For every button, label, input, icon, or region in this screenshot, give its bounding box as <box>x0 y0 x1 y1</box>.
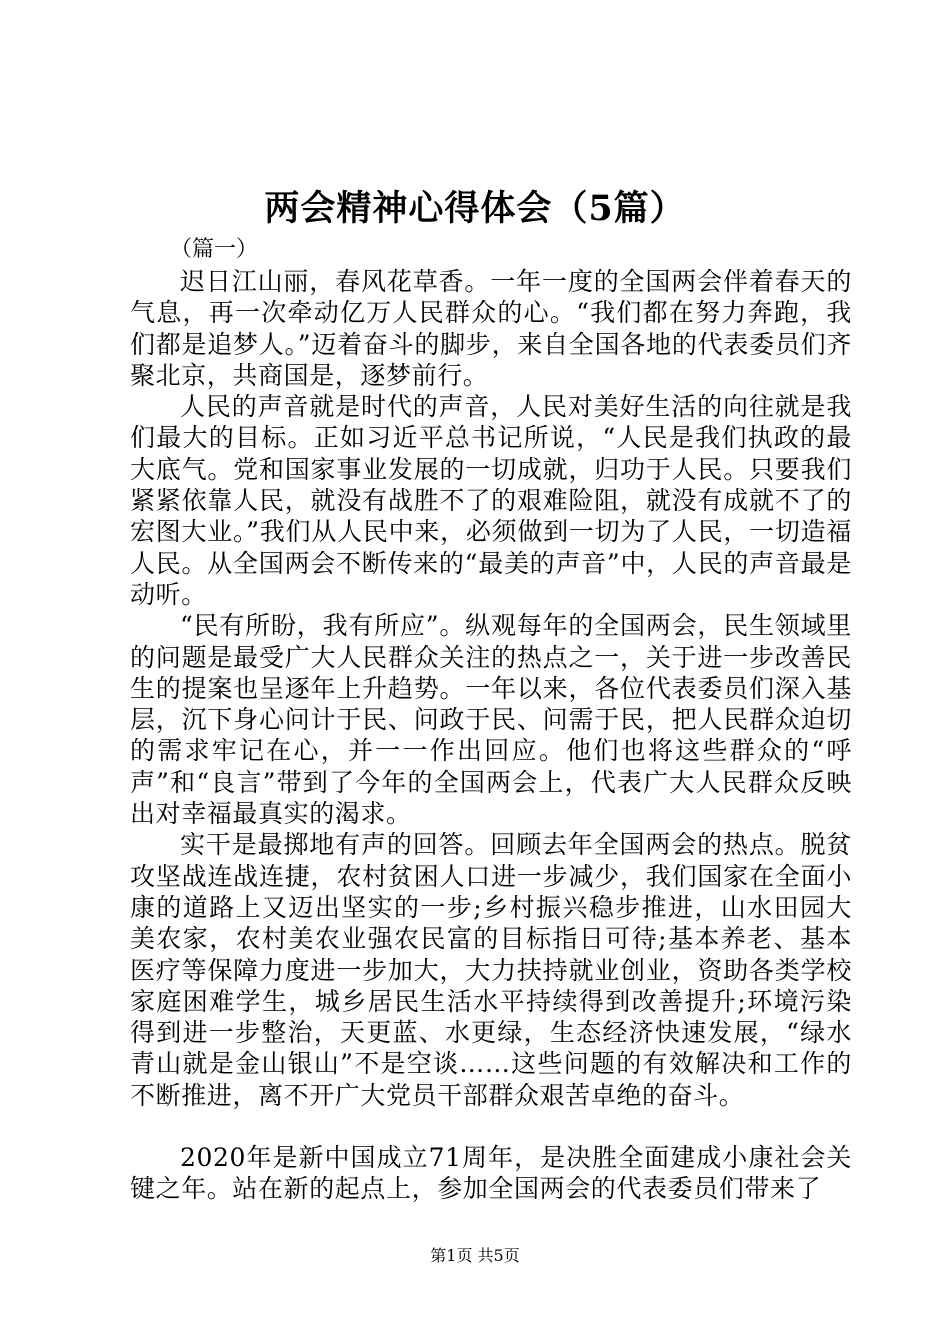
document-body <box>130 266 852 1205</box>
paragraph-1: 迟日江山丽，春风花草香。一年一度的全国两会伴着春天的气息，再一次牵动亿万人民群众的心。“我们都在努力奔跑，我们都是追梦人。”迈着奋斗的脚步，来自全国各地的代表委员们齐聚北京，共商国是，逐梦前行。 <box>130 267 852 390</box>
section-label: （篇一） <box>170 237 259 262</box>
page-indicator: 第1页 共5页 <box>430 1246 520 1265</box>
document-title: 两会精神心得体会（5篇） <box>264 188 686 229</box>
paragraph-5: 2020年是新中国成立71周年，是决胜全面建成小康社会关键之年。站在新的起点上，参加全国两会的代表委员们带来了 <box>130 1143 852 1204</box>
paragraph-3: “民有所盼，我有所应”。纵观每年的全国两会，民生领域里的问题是最受广大人民群众关注的热点之一，关于进一步改善民生的提案也呈逐年上升趋势。一年以来，各位代表委员们深入基层，沉下身心问计于民、问政于民、问需于民，把人民群众迫切的需求牢记在心，并一一作出回应。他们也将这些群众的“呼声”和“良言”带到了今年的全国两会上，代表广大人民群众反映出对幸福最真实的渴求。 <box>130 611 852 829</box>
paragraph-2: 人民的声音就是时代的声音，人民对美好生活的向往就是我们最大的目标。正如习近平总书记所说，“人民是我们执政的最大底气。党和国家事业发展的一切成就，归功于人民。只要我们紧紧依靠人民，就没有战胜不了的艰难险阻，就没有成就不了的宏图大业。”我们从人民中来，必须做到一切为了人民，一切造福人民。从全国两会不断传来的“最美的声音”中，人民的声音最是动听。 <box>130 392 852 609</box>
paragraph-4: 实干是最掷地有声的回答。回顾去年全国两会的热点。脱贫攻坚战连战连捷，农村贫困人口进一步减少，我们国家在全面小康的道路上又迈出坚实的一步;乡村振兴稳步推进，山水田园大美农家，农村美农业强农民富的目标指日可待;基本养老、基本医疗等保障力度进一步加大，大力扶持就业创业，资助各类学校家庭困难学生，城乡居民生活水平持续得到改善提升;环境污染得到进一步整治，天更蓝、水更绿，生态经济快速发展，“绿水青山就是金山银山”不是空谈……这些问题的有效解决和工作的不断推进，离不开广大党员干部群众艰苦卓绝的奋斗。 <box>130 830 852 1110</box>
